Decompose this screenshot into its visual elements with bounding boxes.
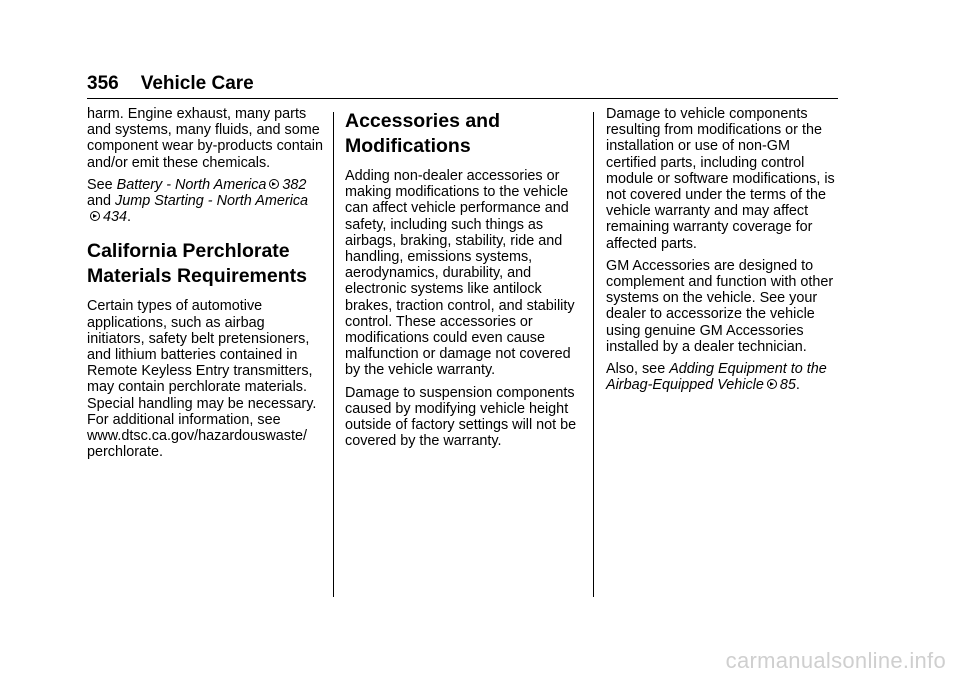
- watermark: carmanualsonline.info: [725, 648, 946, 673]
- cross-ref-adding-equipment[interactable]: Adding Equipment to the Airbag-Equipped Vehicle: [606, 361, 827, 394]
- cross-ref-page[interactable]: 434: [103, 209, 128, 226]
- see-end: .: [127, 209, 132, 226]
- paragraph: Certain types of automotive applications, such as airbag initiators, safety belt pretensioners, and lithium batteries contained in Remote Keyless Entry transmitters, may contain perchlorate materials. Special handling may be necessary. For additional information, see www.dtsc.ca.gov/hazardouswaste/ perchlorate.: [87, 298, 317, 461]
- page-header: [87, 72, 838, 96]
- cross-ref-battery[interactable]: Battery - North America: [116, 176, 267, 193]
- cross-ref-jump-starting[interactable]: Jump Starting - North America: [115, 193, 309, 210]
- paragraph: Damage to suspension components caused by modifying vehicle height outside of factory settings will not be covered by the warranty.: [345, 384, 577, 450]
- page-ref-icon: [767, 379, 777, 389]
- paragraph: Adding non-dealer accessories or making modifications to the vehicle can affect vehicle performance and safety, including such things as airbags, braking, stability, ride and handling, emissions systems, aerodynamics, durability, and electronic systems like antilock brakes, traction control, and stability control. These accessories or modifications could even cause malfunction or damage not covered by the vehicle warranty.: [345, 168, 575, 379]
- column-3: [606, 106, 842, 399]
- see-prefix: See: [87, 176, 117, 193]
- section-heading: California Perchlorate Materials Requirements: [87, 240, 307, 287]
- section-title: Vehicle Care: [140, 73, 254, 94]
- see-also-paragraph: [87, 177, 323, 226]
- cross-ref-page[interactable]: 382: [282, 176, 307, 193]
- column-divider-2: [593, 112, 594, 597]
- see-and: and: [87, 193, 116, 210]
- page-ref-icon: [269, 179, 279, 189]
- header-rule: [87, 98, 838, 99]
- see-end: .: [795, 377, 800, 394]
- see-also-paragraph: [606, 361, 842, 393]
- paragraph: harm. Engine exhaust, many parts and systems, many fluids, and some component wear by-products contain and/or emit these chemicals.: [87, 106, 323, 171]
- column-1: [87, 106, 323, 466]
- column-2: [345, 106, 582, 455]
- paragraph: Damage to vehicle components resulting from modifications or the installation or use of non-GM certified parts, including control module or software modifications, is not covered under the terms of the vehicle warranty and may affect remaining warranty coverage for affected parts.: [606, 106, 835, 252]
- paragraph: GM Accessories are designed to complement and function with other systems on the vehicle. See your dealer to accessorize the vehicle using genuine GM Accessories installed by a dealer technician.: [606, 257, 834, 355]
- cross-ref-page[interactable]: 85: [779, 377, 796, 394]
- column-divider-1: [333, 112, 334, 597]
- page-number: 356: [87, 73, 119, 94]
- see-prefix: Also, see: [606, 361, 670, 378]
- section-heading: Accessories and Modifications: [345, 110, 501, 157]
- page-ref-icon: [90, 211, 100, 221]
